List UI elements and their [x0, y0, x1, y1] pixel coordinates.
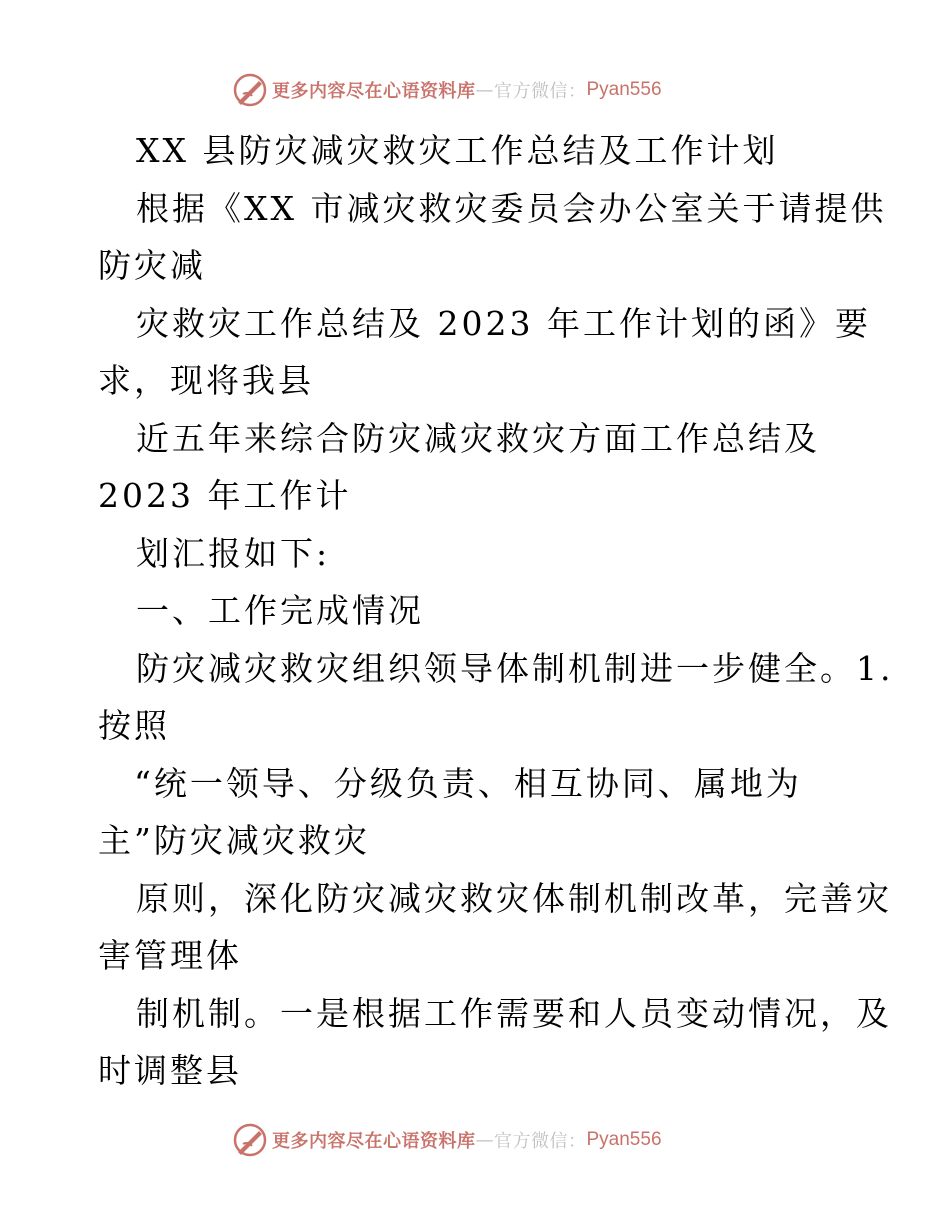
text-line: “统一领导、分级负责、相互协同、属地为 [134, 763, 802, 803]
watermark-separator: — [475, 79, 494, 101]
watermark-sub-text: 官方微信： [494, 1131, 587, 1152]
text-line: 灾救灾工作总结及 2023 年工作计划的函》要 [136, 303, 871, 343]
text-line: 求，现将我县 [98, 361, 314, 400]
document-title: XX 县防灾减灾救灾工作总结及工作计划 [136, 131, 779, 170]
text-line: 原则，深化防灾减灾救灾体制机制改革，完善灾 [136, 878, 892, 918]
text-line: 防灾减灾救灾组织领导体制机制进一步健全。1. [136, 648, 894, 688]
watermark-id: Pyan556 [586, 1129, 662, 1150]
text-line: 防灾减 [98, 246, 206, 285]
text-line: 按照 [98, 706, 170, 745]
text-line: 制机制。一是根据工作需要和人员变动情况，及 [136, 993, 892, 1033]
watermark-banner [232, 70, 662, 110]
text-line: 近五年来综合防灾减灾救灾方面工作总结及 [136, 418, 820, 458]
text-line: 害管理体 [98, 936, 242, 975]
document-body [98, 122, 898, 1100]
pen-circle-icon [232, 72, 268, 108]
text-line: 划汇报如下: [136, 533, 331, 573]
footer-watermark [0, 1120, 950, 1160]
watermark-main-text: 更多内容尽在心语资料库 [272, 1131, 476, 1152]
watermark-banner [232, 1120, 662, 1160]
watermark-main-text: 更多内容尽在心语资料库 [272, 81, 476, 102]
watermark-sub-text: 官方微信： [494, 81, 587, 102]
watermark-id: Pyan556 [586, 79, 662, 100]
header-watermark [0, 70, 950, 110]
text-line: 时调整县 [98, 1051, 242, 1090]
text-line: 主”防灾减灾救灾 [98, 821, 370, 860]
section-heading: 一、工作完成情况 [136, 591, 424, 630]
text-line: 2023 年工作计 [98, 476, 352, 515]
watermark-separator: — [475, 1129, 494, 1151]
pen-circle-icon [232, 1122, 268, 1158]
text-line: 根据《XX 市减灾救灾委员会办公室关于请提供 [136, 188, 887, 228]
